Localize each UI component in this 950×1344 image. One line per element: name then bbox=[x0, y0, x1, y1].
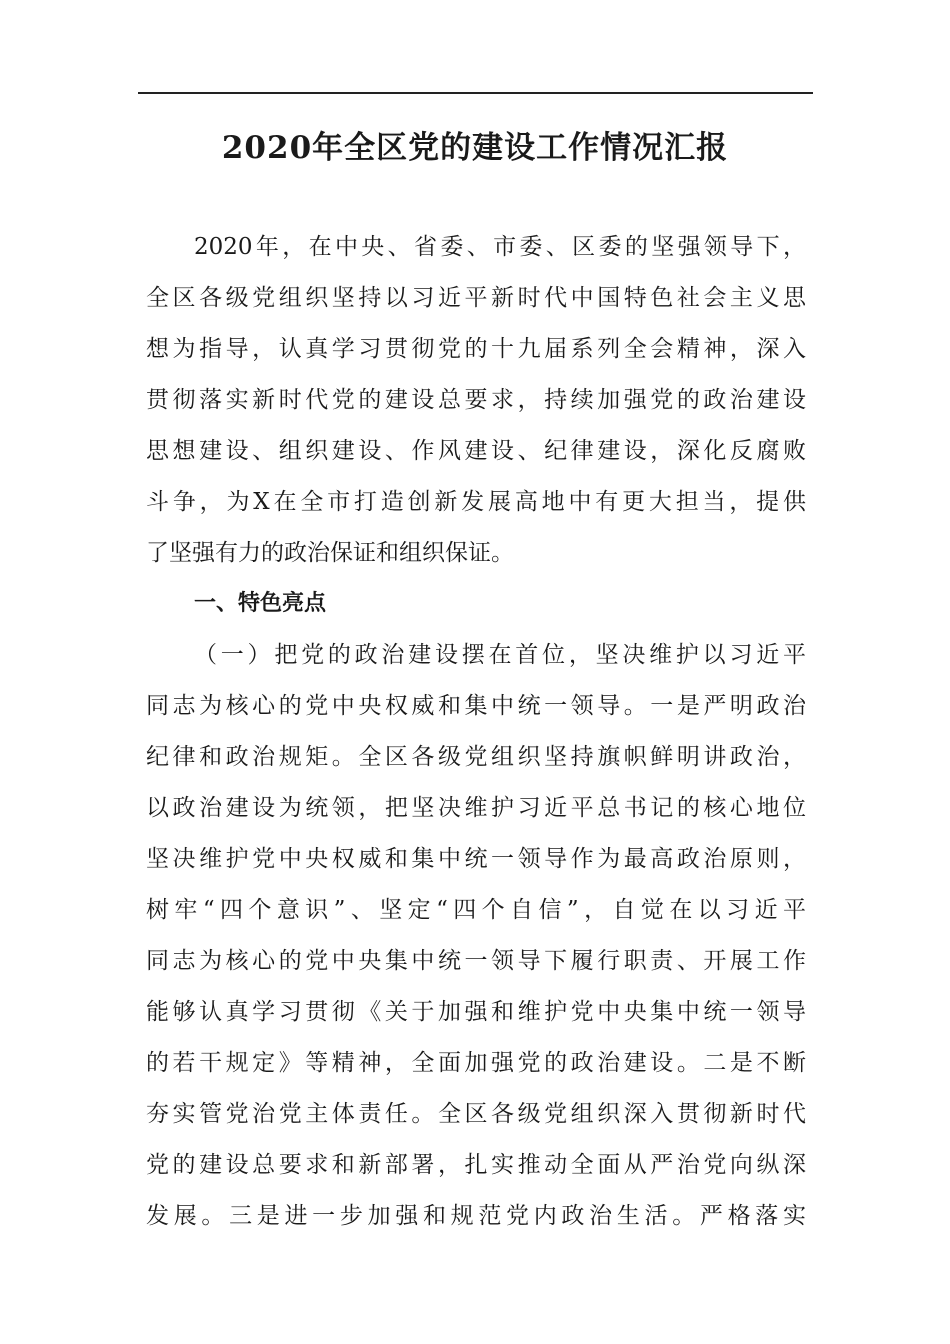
intro-line: 思想建设、组织建设、作风建设、纪律建设，深化反腐败 bbox=[146, 438, 806, 464]
intro-line: 斗争，为X在全市打造创新发展高地中有更大担当，提供 bbox=[146, 489, 806, 515]
body-line: 发展。三是进一步加强和规范党内政治生活。严格落实 bbox=[146, 1203, 806, 1229]
intro-line: 2020年，在中央、省委、市委、区委的坚强领导下， bbox=[194, 234, 806, 260]
body-line: 坚决维护党中央权威和集中统一领导作为最高政治原则， bbox=[146, 846, 806, 872]
body-line: 树牢“四个意识”、坚定“四个自信”，自觉在以习近平 bbox=[146, 897, 806, 923]
intro-line: 全区各级党组织坚持以习近平新时代中国特色社会主义思 bbox=[146, 285, 806, 311]
body-line: 夯实管党治党主体责任。全区各级党组织深入贯彻新时代 bbox=[146, 1101, 806, 1127]
body-line: 同志为核心的党中央集中统一领导下履行职责、开展工作 bbox=[146, 948, 806, 974]
section-heading: 一、特色亮点 bbox=[194, 591, 327, 616]
body-line: 纪律和政治规矩。全区各级党组织坚持旗帜鲜明讲政治， bbox=[146, 744, 806, 770]
body-line: 以政治建设为统领，把坚决维护习近平总书记的核心地位 bbox=[146, 795, 806, 821]
document-title: 2020年全区党的建设工作情况汇报 bbox=[221, 130, 729, 166]
intro-line: 了坚强有力的政治保证和组织保证。 bbox=[146, 540, 514, 566]
body-line: （一）把党的政治建设摆在首位，坚决维护以习近平 bbox=[194, 642, 806, 668]
header-rule bbox=[138, 92, 813, 94]
body-line: 的若干规定》等精神，全面加强党的政治建设。二是不断 bbox=[146, 1050, 806, 1076]
body-line: 党的建设总要求和新部署，扎实推动全面从严治党向纵深 bbox=[146, 1152, 806, 1178]
intro-line: 贯彻落实新时代党的建设总要求，持续加强党的政治建设 bbox=[146, 387, 806, 413]
body-line: 能够认真学习贯彻《关于加强和维护党中央集中统一领导 bbox=[146, 999, 806, 1025]
body-line: 同志为核心的党中央权威和集中统一领导。一是严明政治 bbox=[146, 693, 806, 719]
intro-line: 想为指导，认真学习贯彻党的十九届系列全会精神，深入 bbox=[146, 336, 806, 362]
